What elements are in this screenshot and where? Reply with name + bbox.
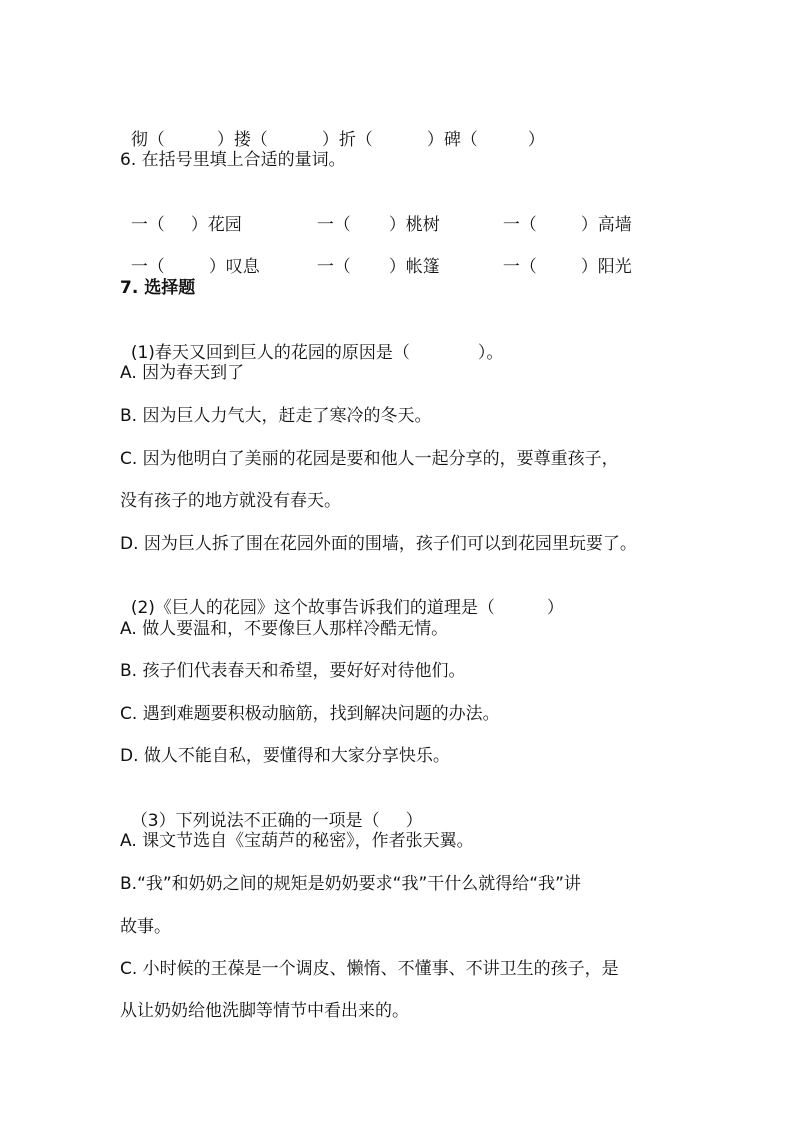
option-c-continued: 从让奶奶给他洗脚等情节中看出来的。 (120, 1001, 409, 1021)
question-7-title: 7. 选择题 (120, 278, 196, 298)
subquestion-2: (2)《巨人的花园》这个故事告诉我们的道理是（ ） (130, 598, 564, 618)
measure-word-item: 一（ ）阳光 (502, 257, 632, 277)
option-a[interactable]: A. 因为春天到了 (120, 363, 245, 383)
char-item-3: 折（ (338, 130, 373, 150)
char-item-4: 碑（ (443, 130, 478, 150)
measure-word-item: 一（ ）高墙 (502, 215, 632, 235)
char-item-2: 搂（ (233, 130, 268, 150)
option-b[interactable]: B. 孩子们代表春天和希望，要好好对待他们。 (120, 661, 466, 681)
option-c[interactable]: C. 小时候的王葆是一个调皮、懒惰、不懂事、不讲卫生的孩子，是 (120, 959, 619, 979)
option-c[interactable]: C. 遇到难题要积极动脑筋，找到解决问题的办法。 (120, 704, 500, 724)
measure-word-item: 一（ ）叹息 (130, 257, 260, 277)
option-b[interactable]: B.“我”和奶奶之间的规矩是奶奶要求“我”干什么就得给“我”讲 (120, 874, 581, 894)
subquestion-3: （3）下列说法不正确的一项是（ ） (130, 811, 423, 831)
measure-word-item: 一（ ）花园 (130, 215, 242, 235)
option-d[interactable]: D. 做人不能自私，要懂得和大家分享快乐。 (120, 746, 450, 766)
char-fill-row: 彻（ ）搂（ ）折（ ）碑（ ） (130, 130, 545, 150)
subquestion-1: (1)春天又回到巨人的花园的原因是（ ）。 (130, 343, 504, 363)
measure-word-item: 一（ ）桃树 (316, 215, 440, 235)
option-c[interactable]: C. 因为他明白了美丽的花园是要和他人一起分享的，要尊重孩子， (120, 449, 619, 469)
option-a[interactable]: A. 做人要温和，不要像巨人那样冷酷无情。 (120, 619, 449, 639)
option-d[interactable]: D. 因为巨人拆了围在花园外面的围墙，孩子们可以到花园里玩要了。 (120, 534, 637, 554)
option-c-continued: 没有孩子的地方就没有春天。 (120, 491, 341, 511)
char-item-1: 彻（ (130, 130, 165, 150)
measure-word-item: 一（ ）帐篷 (316, 257, 440, 277)
question-6-title: 6. 在括号里填上合适的量词。 (120, 150, 346, 170)
option-b[interactable]: B. 因为巨人力气大，赶走了寒冷的冬天。 (120, 406, 432, 426)
option-a[interactable]: A. 课文节选自《宝葫芦的秘密》，作者张天翼。 (120, 831, 474, 851)
option-b-continued: 故事。 (120, 917, 171, 937)
